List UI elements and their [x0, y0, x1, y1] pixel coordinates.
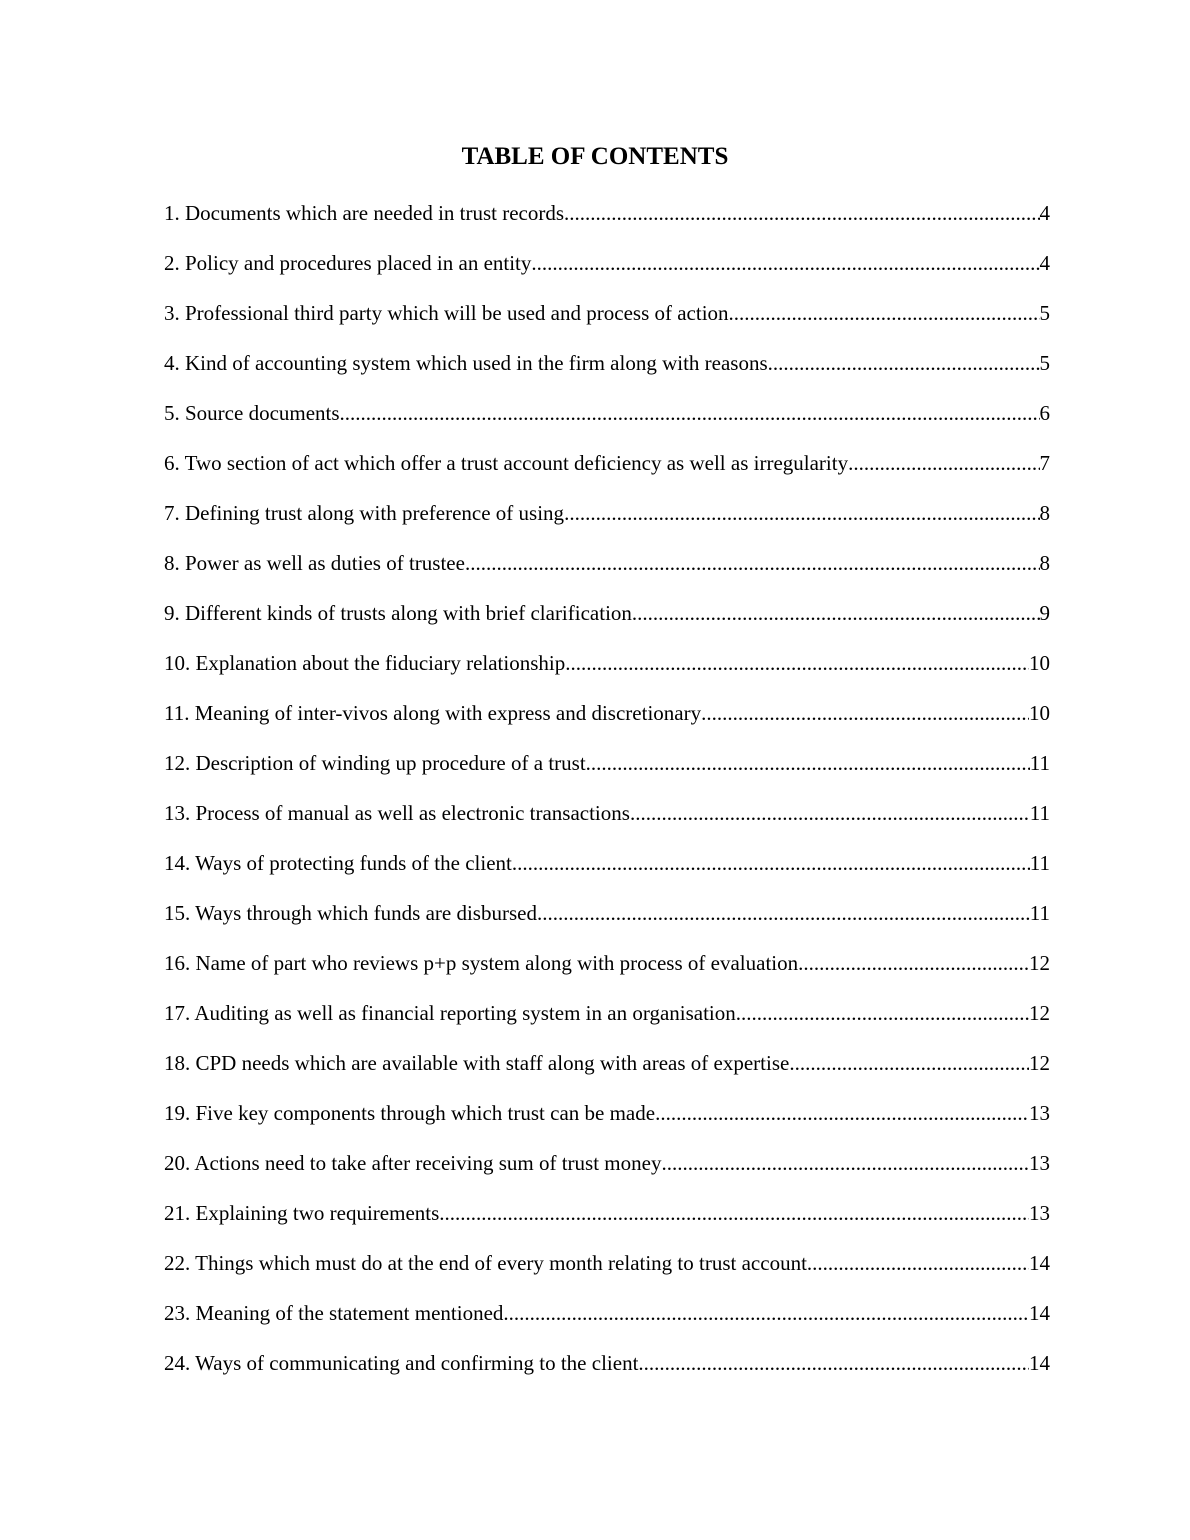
toc-entry-label: 4. Kind of accounting system which used in the firm along with reasons — [164, 351, 768, 375]
toc-entry-page-number: 11 — [1029, 751, 1050, 775]
toc-entry-page-number: 6 — [1039, 401, 1050, 425]
toc-dot-leader — [729, 296, 1040, 330]
toc-dot-leader — [340, 396, 1040, 430]
toc-dot-leader — [655, 1096, 1029, 1130]
toc-entry-label: 20. Actions need to take after receiving sum of trust money — [164, 1151, 662, 1175]
toc-dot-leader — [661, 1146, 1029, 1180]
toc-entry-page-number: 11 — [1029, 901, 1050, 925]
toc-entry-page-number: 10 — [1029, 651, 1050, 675]
toc-entry[interactable] — [164, 846, 1050, 896]
toc-dot-leader — [564, 196, 1039, 230]
toc-entry-label: 9. Different kinds of trusts along with brief clarification — [164, 601, 632, 625]
toc-entry-label: 17. Auditing as well as financial reporting system in an organisation — [164, 1001, 736, 1025]
toc-entry-label: 6. Two section of act which offer a trust account deficiency as well as irregularity — [164, 451, 849, 475]
toc-dot-leader — [736, 996, 1029, 1030]
toc-dot-leader — [531, 246, 1039, 280]
toc-entry-page-number: 12 — [1029, 1051, 1050, 1075]
toc-entry[interactable] — [164, 1346, 1050, 1396]
toc-entry[interactable] — [164, 296, 1050, 346]
toc-dot-leader — [503, 1296, 1029, 1330]
toc-dot-leader — [630, 796, 1030, 830]
toc-entry[interactable] — [164, 1046, 1050, 1096]
toc-dot-leader — [768, 346, 1040, 380]
toc-dot-leader — [638, 1346, 1029, 1380]
toc-entry[interactable] — [164, 696, 1050, 746]
toc-entry-page-number: 4 — [1039, 201, 1050, 225]
toc-dot-leader — [789, 1046, 1029, 1080]
toc-entry-label: 23. Meaning of the statement mentioned — [164, 1301, 504, 1325]
toc-entry-label: 19. Five key components through which trust can be made — [164, 1101, 656, 1125]
toc-entry-page-number: 11 — [1029, 801, 1050, 825]
toc-entry[interactable] — [164, 746, 1050, 796]
toc-entry-page-number: 4 — [1039, 251, 1050, 275]
toc-entry-page-number: 5 — [1039, 351, 1050, 375]
toc-entry-page-number: 12 — [1029, 1001, 1050, 1025]
toc-entry-page-number: 8 — [1039, 501, 1050, 525]
toc-entry[interactable] — [164, 1246, 1050, 1296]
toc-entry-page-number: 8 — [1039, 551, 1050, 575]
toc-entry-label: 7. Defining trust along with preference of using — [164, 501, 565, 525]
toc-entry[interactable] — [164, 646, 1050, 696]
toc-entry[interactable] — [164, 1096, 1050, 1146]
toc-entry-page-number: 9 — [1039, 601, 1050, 625]
toc-entry[interactable] — [164, 896, 1050, 946]
toc-entry[interactable] — [164, 996, 1050, 1046]
toc-entry[interactable] — [164, 596, 1050, 646]
toc-entry[interactable] — [164, 496, 1050, 546]
toc-entry-page-number: 13 — [1029, 1151, 1050, 1175]
toc-entry[interactable] — [164, 546, 1050, 596]
toc-entry-page-number: 13 — [1029, 1101, 1050, 1125]
toc-dot-leader — [439, 1196, 1029, 1230]
toc-entry-page-number: 12 — [1029, 951, 1050, 975]
toc-entry[interactable] — [164, 196, 1050, 246]
toc-entry-label: 16. Name of part who reviews p+p system along with process of evaluation — [164, 951, 799, 975]
toc-entry-label: 14. Ways of protecting funds of the client — [164, 851, 512, 875]
toc-entry-page-number: 14 — [1029, 1301, 1050, 1325]
toc-entry-label: 24. Ways of communicating and confirming to the client — [164, 1351, 639, 1375]
toc-entry-page-number: 14 — [1029, 1251, 1050, 1275]
toc-entry-label: 8. Power as well as duties of trustee — [164, 551, 465, 575]
toc-dot-leader — [586, 746, 1030, 780]
toc-entry-page-number: 13 — [1029, 1201, 1050, 1225]
toc-dot-leader — [537, 896, 1030, 930]
toc-dot-leader — [848, 446, 1039, 480]
toc-entry-label: 12. Description of winding up procedure of a trust — [164, 751, 586, 775]
toc-entry[interactable] — [164, 1146, 1050, 1196]
toc-entry-label: 18. CPD needs which are available with staff along with areas of expertise — [164, 1051, 790, 1075]
toc-entry-label: 15. Ways through which funds are disbursed — [164, 901, 537, 925]
toc-list — [164, 196, 1050, 1396]
toc-entry[interactable] — [164, 246, 1050, 296]
toc-entry-label: 1. Documents which are needed in trust records — [164, 201, 565, 225]
toc-dot-leader — [465, 546, 1040, 580]
toc-entry[interactable] — [164, 946, 1050, 996]
toc-entry-page-number: 14 — [1029, 1351, 1050, 1375]
toc-entry[interactable] — [164, 1296, 1050, 1346]
toc-dot-leader — [564, 496, 1039, 530]
toc-entry[interactable] — [164, 796, 1050, 846]
toc-entry-label: 3. Professional third party which will be used and process of action — [164, 301, 729, 325]
toc-entry-label: 11. Meaning of inter-vivos along with express and discretionary — [164, 701, 702, 725]
page-title: TABLE OF CONTENTS — [461, 143, 729, 170]
toc-entry-label: 2. Policy and procedures placed in an entity — [164, 251, 532, 275]
toc-entry-page-number: 10 — [1029, 701, 1050, 725]
toc-entry[interactable] — [164, 396, 1050, 446]
toc-entry-label: 5. Source documents — [164, 401, 340, 425]
toc-dot-leader — [512, 846, 1030, 880]
toc-dot-leader — [807, 1246, 1029, 1280]
toc-entry-page-number: 7 — [1039, 451, 1050, 475]
toc-dot-leader — [798, 946, 1029, 980]
toc-entry-page-number: 11 — [1029, 851, 1050, 875]
toc-entry-label: 10. Explanation about the fiduciary relationship — [164, 651, 566, 675]
toc-entry[interactable] — [164, 1196, 1050, 1246]
toc-dot-leader — [565, 646, 1029, 680]
toc-entry-page-number: 5 — [1039, 301, 1050, 325]
toc-entry-label: 13. Process of manual as well as electronic transactions — [164, 801, 630, 825]
toc-entry-label: 22. Things which must do at the end of every month relating to trust account — [164, 1251, 807, 1275]
toc-dot-leader — [632, 596, 1040, 630]
toc-dot-leader — [701, 696, 1029, 730]
toc-entry-label: 21. Explaining two requirements — [164, 1201, 440, 1225]
toc-entry[interactable] — [164, 446, 1050, 496]
toc-entry[interactable] — [164, 346, 1050, 396]
